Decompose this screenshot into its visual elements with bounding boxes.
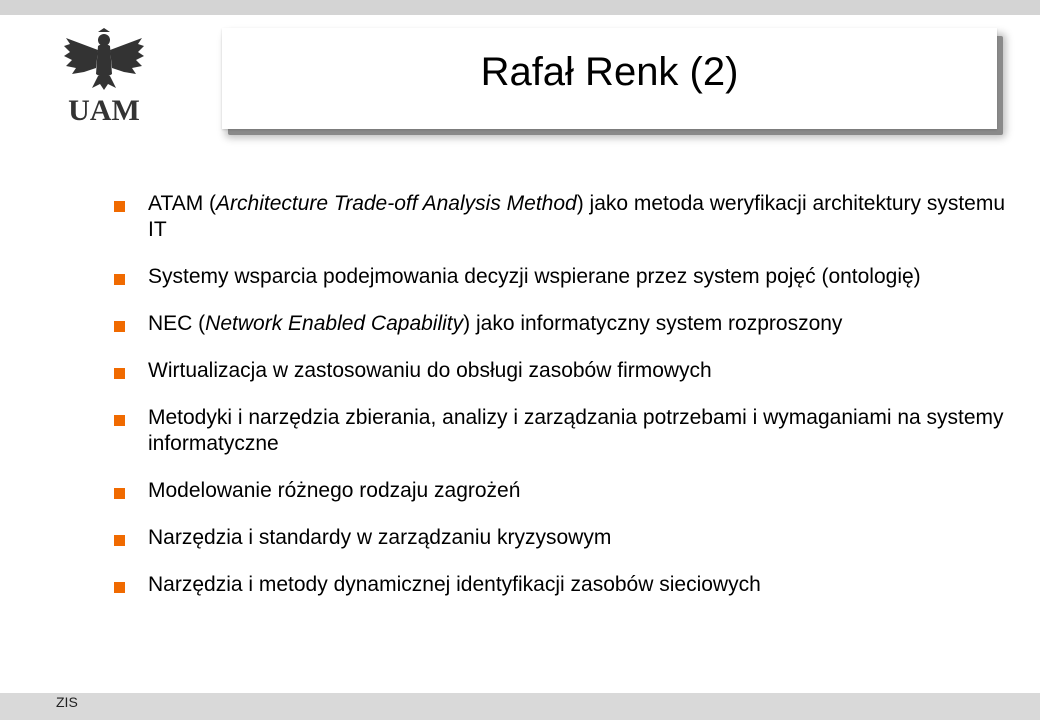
footer-label: ZIS (56, 694, 78, 710)
eagle-emblem-icon (62, 28, 146, 126)
slide-title: Rafał Renk (2) (480, 50, 739, 94)
bullet-square-icon (114, 488, 125, 499)
bullet-list (112, 191, 1012, 619)
bullet-item: Modelowanie różnego rodzaju zagrożeń (112, 478, 1012, 504)
bullet-square-icon (114, 415, 125, 426)
bullet-square-icon (114, 321, 125, 332)
bullet-item: Wirtualizacja w zastosowaniu do obsługi zasobów firmowych (112, 358, 1012, 384)
top-band (0, 0, 1040, 15)
bullet-item: Metodyki i narzędzia zbierania, analizy i zarządzania potrzebami i wymaganiami na systemy informatyczne (112, 405, 1012, 457)
logo-text: UAM (68, 94, 140, 126)
bullet-item: ATAM (Architecture Trade-off Analysis Method) jako metoda weryfikacji architektury systemu IT (112, 191, 1012, 243)
bullet-square-icon (114, 368, 125, 379)
university-logo (62, 28, 146, 126)
bullet-item: Narzędzia i standardy w zarządzaniu kryzysowym (112, 525, 1012, 551)
title-box (222, 28, 997, 129)
bullet-item: NEC (Network Enabled Capability) jako informatyczny system rozproszony (112, 311, 1012, 337)
footer-band (0, 693, 1040, 720)
bullet-square-icon (114, 274, 125, 285)
bullet-square-icon (114, 582, 125, 593)
bullet-item: Systemy wsparcia podejmowania decyzji wspierane przez system pojęć (ontologię) (112, 264, 1012, 290)
bullet-item: Narzędzia i metody dynamicznej identyfikacji zasobów sieciowych (112, 572, 1012, 598)
bullet-square-icon (114, 201, 125, 212)
bullet-square-icon (114, 535, 125, 546)
